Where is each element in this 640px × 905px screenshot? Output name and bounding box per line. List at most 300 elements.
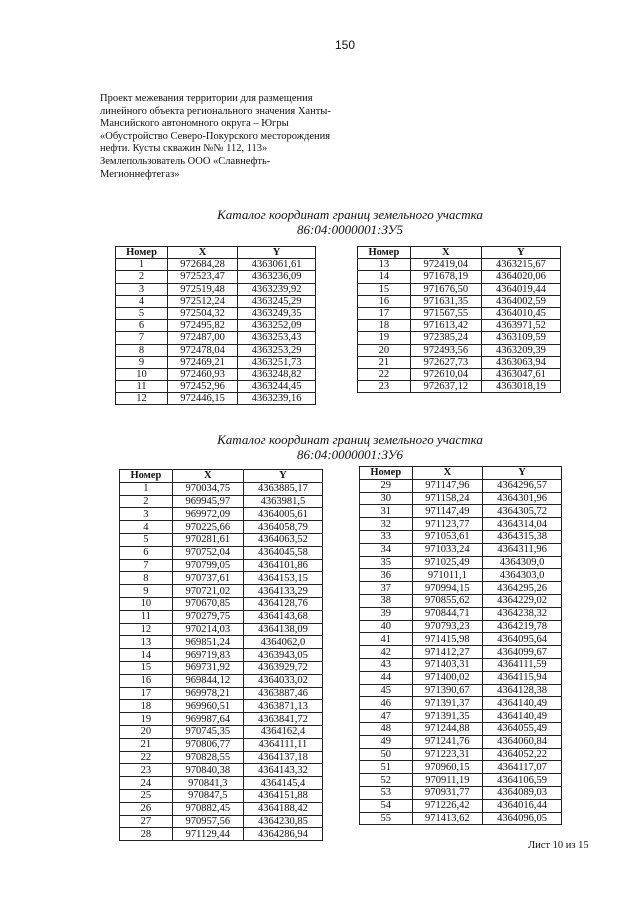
y-coordinate: 4364111,11	[243, 738, 322, 751]
header-line: линейного объекта регионального значения Ханты-	[100, 105, 331, 117]
y-coordinate: 4364010,45	[481, 307, 560, 319]
point-number: 15	[120, 661, 173, 674]
x-coordinate: 972504,32	[168, 307, 238, 319]
point-number: 5	[116, 307, 168, 319]
x-coordinate: 969851,24	[172, 636, 243, 649]
table-row	[360, 556, 562, 569]
y-coordinate: 4363245,29	[238, 295, 316, 307]
table-row	[360, 761, 562, 774]
table-row	[120, 482, 323, 495]
x-coordinate: 969978,21	[172, 687, 243, 700]
cadastral-number: 86:04:0000001:ЗУ5	[297, 222, 403, 237]
x-coordinate: 970225,66	[172, 521, 243, 534]
point-number: 49	[360, 735, 413, 748]
y-coordinate: 4364140,49	[483, 697, 562, 710]
x-coordinate: 971400,02	[412, 671, 483, 684]
y-coordinate: 4364019,44	[481, 283, 560, 295]
catalog-caption-zu6	[200, 432, 500, 462]
y-coordinate: 4364153,15	[243, 572, 322, 585]
y-coordinate: 4363885,17	[243, 482, 322, 495]
x-coordinate: 972523,47	[168, 271, 238, 283]
point-number: 34	[360, 543, 413, 556]
y-coordinate: 4364002,59	[481, 295, 560, 307]
table-row	[360, 620, 562, 633]
x-coordinate: 971147,49	[412, 505, 483, 518]
y-coordinate: 4364296,57	[483, 479, 562, 492]
y-coordinate: 4364138,09	[243, 623, 322, 636]
table-row	[360, 518, 562, 531]
point-number: 6	[120, 546, 173, 559]
x-coordinate: 972493,56	[410, 344, 481, 356]
table-row	[360, 569, 562, 582]
header-line: Мансийского автономного округа – Югры	[100, 118, 289, 130]
table-header-row	[358, 247, 561, 259]
x-coordinate: 970799,05	[172, 559, 243, 572]
table-row	[120, 713, 323, 726]
table-header-row	[120, 470, 323, 483]
point-number: 2	[120, 495, 173, 508]
table-row	[360, 492, 562, 505]
point-number: 17	[358, 307, 411, 319]
y-coordinate: 4364060,84	[483, 735, 562, 748]
table-row	[116, 283, 316, 295]
table-row	[358, 368, 561, 380]
table-row	[120, 495, 323, 508]
x-coordinate: 972637,12	[410, 381, 481, 393]
column-header-point-number: Номер	[358, 247, 411, 259]
table-row	[358, 307, 561, 319]
y-coordinate: 4363239,16	[238, 393, 316, 405]
table-row	[360, 684, 562, 697]
header-line: Проект межевания территории для размещения	[100, 93, 313, 104]
table-row	[116, 271, 316, 283]
table-row	[120, 521, 323, 534]
point-number: 17	[120, 687, 173, 700]
x-coordinate: 970911,19	[412, 774, 483, 787]
y-coordinate: 4364128,38	[483, 684, 562, 697]
x-coordinate: 971158,24	[412, 492, 483, 505]
point-number: 26	[120, 802, 173, 815]
point-number: 25	[120, 789, 173, 802]
table-row	[358, 295, 561, 307]
x-coordinate: 971033,24	[412, 543, 483, 556]
table-row	[360, 543, 562, 556]
x-coordinate: 971223,31	[412, 748, 483, 761]
x-coordinate: 969945,97	[172, 495, 243, 508]
point-number: 22	[358, 368, 411, 380]
x-coordinate: 970840,38	[172, 764, 243, 777]
point-number: 13	[120, 636, 173, 649]
y-coordinate: 4364219,78	[483, 620, 562, 633]
y-coordinate: 4363887,46	[243, 687, 322, 700]
point-number: 19	[358, 332, 411, 344]
point-number: 4	[116, 295, 168, 307]
point-number: 16	[120, 674, 173, 687]
y-coordinate: 4363061,61	[238, 259, 316, 271]
x-coordinate: 972419,04	[410, 259, 481, 271]
y-coordinate: 4364063,52	[243, 533, 322, 546]
table-row	[116, 320, 316, 332]
header-line: Мегионнефтегаз»	[100, 168, 180, 180]
point-number: 21	[358, 356, 411, 368]
table-header-row	[360, 467, 562, 480]
table-row	[360, 479, 562, 492]
table-row	[116, 295, 316, 307]
y-coordinate: 4364309,0	[483, 556, 562, 569]
table-row	[120, 546, 323, 559]
y-coordinate: 4364117,07	[483, 761, 562, 774]
x-coordinate: 970828,55	[172, 751, 243, 764]
table-row	[120, 533, 323, 546]
x-coordinate: 972519,48	[168, 283, 238, 295]
x-coordinate: 970281,61	[172, 533, 243, 546]
table-row	[120, 802, 323, 815]
table-row	[120, 815, 323, 828]
y-coordinate: 4364062,0	[243, 636, 322, 649]
point-number: 46	[360, 697, 413, 710]
y-coordinate: 4364089,03	[483, 786, 562, 799]
x-coordinate: 970931,77	[412, 786, 483, 799]
catalog-caption-zu5	[200, 207, 500, 237]
y-coordinate: 4363239,92	[238, 283, 316, 295]
x-coordinate: 971129,44	[172, 828, 243, 841]
point-number: 55	[360, 812, 413, 825]
table-row	[120, 649, 323, 662]
header-line: Землепользователь ООО «Славнефть-	[100, 155, 271, 167]
table-row	[360, 710, 562, 723]
table-header-row	[116, 247, 316, 259]
point-number: 13	[358, 259, 411, 271]
point-number: 43	[360, 658, 413, 671]
point-number: 22	[120, 751, 173, 764]
x-coordinate: 971413,62	[412, 812, 483, 825]
x-coordinate: 970855,62	[412, 594, 483, 607]
point-number: 8	[120, 572, 173, 585]
point-number: 18	[358, 320, 411, 332]
point-number: 53	[360, 786, 413, 799]
y-coordinate: 4364143,68	[243, 610, 322, 623]
y-coordinate: 4364115,94	[483, 671, 562, 684]
point-number: 10	[120, 597, 173, 610]
table-row	[120, 751, 323, 764]
x-coordinate: 972478,04	[168, 344, 238, 356]
point-number: 11	[120, 610, 173, 623]
table-row	[360, 722, 562, 735]
y-coordinate: 4363871,13	[243, 700, 322, 713]
x-coordinate: 970745,35	[172, 725, 243, 738]
header-line: «Обустройство Северо-Покурского месторождения	[100, 130, 331, 142]
y-coordinate: 4364045,58	[243, 546, 322, 559]
y-coordinate: 4364303,0	[483, 569, 562, 582]
table-row	[120, 777, 323, 790]
table-row	[358, 259, 561, 271]
point-number: 31	[360, 505, 413, 518]
point-number: 29	[360, 479, 413, 492]
x-coordinate: 970841,3	[172, 777, 243, 790]
y-coordinate: 4364106,59	[483, 774, 562, 787]
y-coordinate: 4364229,02	[483, 594, 562, 607]
table-row	[358, 381, 561, 393]
y-coordinate: 4363252,09	[238, 320, 316, 332]
x-coordinate: 972469,21	[168, 356, 238, 368]
y-coordinate: 4363047,61	[481, 368, 560, 380]
coordinates-table-zu5-left	[115, 246, 316, 405]
table-row	[358, 356, 561, 368]
point-number: 2	[116, 271, 168, 283]
table-row	[120, 610, 323, 623]
table-row	[120, 559, 323, 572]
table-row	[120, 661, 323, 674]
table-row	[360, 786, 562, 799]
y-coordinate: 4363244,45	[238, 381, 316, 393]
y-coordinate: 4364095,64	[483, 633, 562, 646]
table-row	[120, 738, 323, 751]
table-row	[116, 259, 316, 271]
column-header-point-number: Номер	[116, 247, 168, 259]
table-row	[360, 799, 562, 812]
table-row	[360, 530, 562, 543]
table-row	[358, 320, 561, 332]
y-coordinate: 4363251,73	[238, 356, 316, 368]
x-coordinate: 972487,00	[168, 332, 238, 344]
table-row	[120, 725, 323, 738]
table-row	[120, 508, 323, 521]
y-coordinate: 4364311,96	[483, 543, 562, 556]
table-row	[116, 332, 316, 344]
column-header-point-number: Номер	[120, 470, 173, 483]
coordinates-table-zu6-right	[359, 466, 562, 825]
x-coordinate: 971244,88	[412, 722, 483, 735]
x-coordinate: 971567,55	[410, 307, 481, 319]
x-coordinate: 972627,73	[410, 356, 481, 368]
table-row	[360, 633, 562, 646]
x-coordinate: 972385,24	[410, 332, 481, 344]
point-number: 51	[360, 761, 413, 774]
x-coordinate: 970960,15	[412, 761, 483, 774]
coordinates-table-zu6-left	[119, 469, 323, 841]
point-number: 35	[360, 556, 413, 569]
x-coordinate: 972446,15	[168, 393, 238, 405]
y-coordinate: 4364099,67	[483, 646, 562, 659]
table-row	[360, 774, 562, 787]
x-coordinate: 970737,61	[172, 572, 243, 585]
table-row	[120, 585, 323, 598]
x-coordinate: 969987,64	[172, 713, 243, 726]
x-coordinate: 970957,56	[172, 815, 243, 828]
y-coordinate: 4363841,72	[243, 713, 322, 726]
coordinates-table-zu5-right	[357, 246, 561, 393]
table-row	[120, 700, 323, 713]
y-coordinate: 4364286,94	[243, 828, 322, 841]
y-coordinate: 4364295,26	[483, 582, 562, 595]
y-coordinate: 4364305,72	[483, 505, 562, 518]
point-number: 23	[120, 764, 173, 777]
x-coordinate: 970844,71	[412, 607, 483, 620]
table-row	[360, 735, 562, 748]
x-coordinate: 970793,23	[412, 620, 483, 633]
table-row	[360, 748, 562, 761]
x-coordinate: 972684,28	[168, 259, 238, 271]
y-coordinate: 4364314,04	[483, 518, 562, 531]
point-number: 10	[116, 368, 168, 380]
header-line: нефти. Кусты скважин №№ 112, 113»	[100, 143, 268, 155]
y-coordinate: 4363248,82	[238, 368, 316, 380]
point-number: 9	[116, 356, 168, 368]
point-number: 14	[358, 271, 411, 283]
table-row	[116, 393, 316, 405]
table-row	[120, 572, 323, 585]
point-number: 28	[120, 828, 173, 841]
point-number: 41	[360, 633, 413, 646]
column-header-point-number: Номер	[360, 467, 413, 480]
y-coordinate: 4364151,88	[243, 789, 322, 802]
y-coordinate: 4364128,76	[243, 597, 322, 610]
x-coordinate: 971025,49	[412, 556, 483, 569]
y-coordinate: 4363209,39	[481, 344, 560, 356]
cadastral-number: 86:04:0000001:ЗУ6	[297, 447, 403, 462]
point-number: 15	[358, 283, 411, 295]
x-coordinate: 971613,42	[410, 320, 481, 332]
x-coordinate: 970279,75	[172, 610, 243, 623]
table-row	[360, 607, 562, 620]
table-row	[116, 344, 316, 356]
table-row	[358, 283, 561, 295]
x-coordinate: 971053,61	[412, 530, 483, 543]
column-header-x-coordinate: X	[410, 247, 481, 259]
y-coordinate: 4364005,61	[243, 508, 322, 521]
x-coordinate: 971391,37	[412, 697, 483, 710]
point-number: 27	[120, 815, 173, 828]
y-coordinate: 4363929,72	[243, 661, 322, 674]
table-row	[358, 332, 561, 344]
column-header-x-coordinate: X	[168, 247, 238, 259]
table-row	[120, 636, 323, 649]
y-coordinate: 4364052,22	[483, 748, 562, 761]
x-coordinate: 971390,67	[412, 684, 483, 697]
point-number: 8	[116, 344, 168, 356]
table-row	[116, 368, 316, 380]
x-coordinate: 970721,02	[172, 585, 243, 598]
y-coordinate: 4364133,29	[243, 585, 322, 598]
point-number: 36	[360, 569, 413, 582]
y-coordinate: 4364230,85	[243, 815, 322, 828]
point-number: 24	[120, 777, 173, 790]
x-coordinate: 969844,12	[172, 674, 243, 687]
column-header-y-coordinate: Y	[481, 247, 560, 259]
y-coordinate: 4364143,32	[243, 764, 322, 777]
point-number: 12	[120, 623, 173, 636]
y-coordinate: 4364111,59	[483, 658, 562, 671]
y-coordinate: 4364137,18	[243, 751, 322, 764]
x-coordinate: 969719,83	[172, 649, 243, 662]
y-coordinate: 4363249,35	[238, 307, 316, 319]
x-coordinate: 971678,19	[410, 271, 481, 283]
point-number: 6	[116, 320, 168, 332]
table-row	[360, 646, 562, 659]
point-number: 37	[360, 582, 413, 595]
point-number: 50	[360, 748, 413, 761]
table-row	[360, 505, 562, 518]
y-coordinate: 4364162,4	[243, 725, 322, 738]
y-coordinate: 4364145,4	[243, 777, 322, 790]
column-header-y-coordinate: Y	[483, 467, 562, 480]
x-coordinate: 972495,82	[168, 320, 238, 332]
y-coordinate: 4364101,86	[243, 559, 322, 572]
document-header	[100, 93, 380, 181]
x-coordinate: 969731,92	[172, 661, 243, 674]
y-coordinate: 4363215,67	[481, 259, 560, 271]
point-number: 11	[116, 381, 168, 393]
x-coordinate: 972452,96	[168, 381, 238, 393]
point-number: 40	[360, 620, 413, 633]
x-coordinate: 972460,93	[168, 368, 238, 380]
point-number: 4	[120, 521, 173, 534]
table-row	[360, 594, 562, 607]
point-number: 52	[360, 774, 413, 787]
point-number: 7	[116, 332, 168, 344]
point-number: 3	[116, 283, 168, 295]
point-number: 47	[360, 710, 413, 723]
table-row	[360, 812, 562, 825]
x-coordinate: 971226,42	[412, 799, 483, 812]
y-coordinate: 4364188,42	[243, 802, 322, 815]
table-row	[120, 597, 323, 610]
table-row	[360, 697, 562, 710]
point-number: 39	[360, 607, 413, 620]
y-coordinate: 4364055,49	[483, 722, 562, 735]
y-coordinate: 4363018,19	[481, 381, 560, 393]
column-header-x-coordinate: X	[412, 467, 483, 480]
y-coordinate: 4364096,05	[483, 812, 562, 825]
x-coordinate: 971391,35	[412, 710, 483, 723]
x-coordinate: 970882,45	[172, 802, 243, 815]
y-coordinate: 4363253,29	[238, 344, 316, 356]
y-coordinate: 4363253,43	[238, 332, 316, 344]
y-coordinate: 4364315,38	[483, 530, 562, 543]
point-number: 42	[360, 646, 413, 659]
point-number: 12	[116, 393, 168, 405]
table-row	[120, 764, 323, 777]
y-coordinate: 4363981,5	[243, 495, 322, 508]
table-row	[120, 674, 323, 687]
x-coordinate: 971676,50	[410, 283, 481, 295]
table-row	[358, 344, 561, 356]
y-coordinate: 4363971,52	[481, 320, 560, 332]
x-coordinate: 970806,77	[172, 738, 243, 751]
sheet-footer: Лист 10 из 15	[528, 840, 589, 851]
catalog-title: Каталог координат границ земельного участка	[217, 207, 483, 222]
table-row	[360, 658, 562, 671]
x-coordinate: 970034,75	[172, 482, 243, 495]
y-coordinate: 4364238,32	[483, 607, 562, 620]
x-coordinate: 971241,76	[412, 735, 483, 748]
y-coordinate: 4363236,09	[238, 271, 316, 283]
x-coordinate: 970670,85	[172, 597, 243, 610]
point-number: 20	[358, 344, 411, 356]
point-number: 33	[360, 530, 413, 543]
table-row	[116, 356, 316, 368]
x-coordinate: 969972,09	[172, 508, 243, 521]
page-number: 150	[335, 38, 356, 52]
table-row	[360, 582, 562, 595]
x-coordinate: 971631,35	[410, 295, 481, 307]
point-number: 19	[120, 713, 173, 726]
y-coordinate: 4364020,06	[481, 271, 560, 283]
point-number: 45	[360, 684, 413, 697]
x-coordinate: 970214,03	[172, 623, 243, 636]
x-coordinate: 972512,24	[168, 295, 238, 307]
x-coordinate: 971415,98	[412, 633, 483, 646]
